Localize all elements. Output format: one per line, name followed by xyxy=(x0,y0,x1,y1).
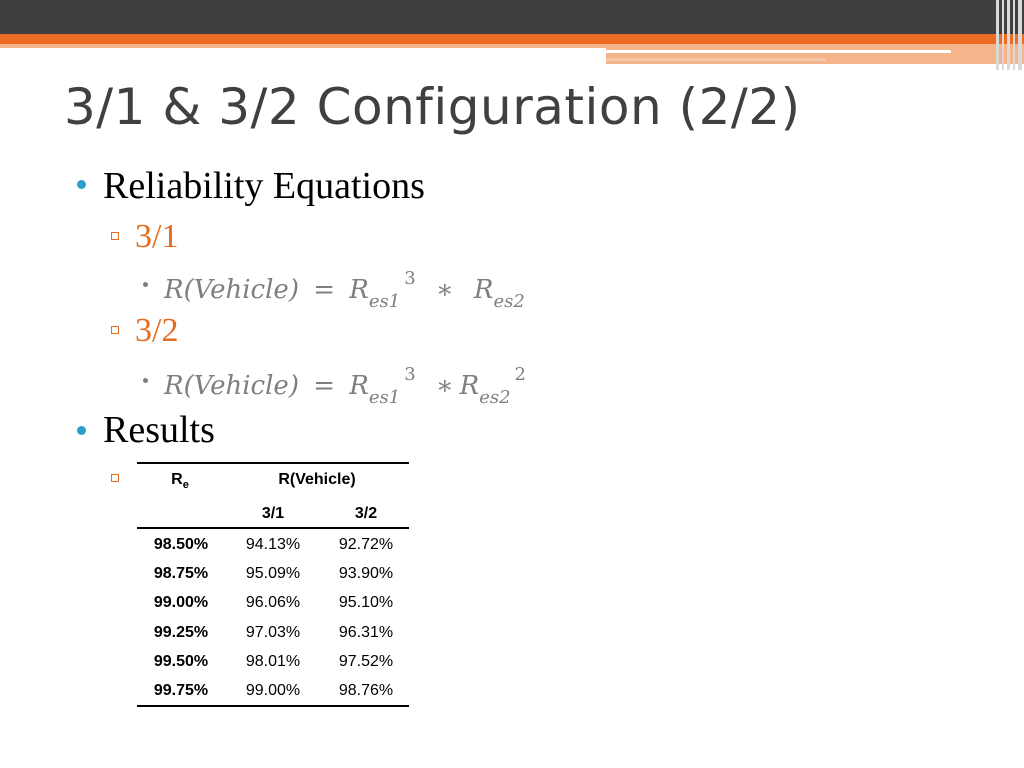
term-base: R xyxy=(349,371,369,401)
header-col-3-1: 3/1 xyxy=(261,505,285,522)
term-exponent: 3 xyxy=(404,364,416,385)
cell-3-2: 97.52% xyxy=(338,653,394,670)
sub-item-3-2: 3/2 xyxy=(135,312,179,349)
cell-3-1: 94.13% xyxy=(245,536,301,553)
bullet-dot xyxy=(77,426,86,435)
equation-lhs: R(Vehicle) xyxy=(164,371,299,401)
header-group: R(Vehicle) xyxy=(278,471,356,488)
accent-line xyxy=(606,50,951,53)
decorative-stripes xyxy=(994,0,1024,70)
cell-3-2: 98.76% xyxy=(338,682,394,699)
equation-3-2 xyxy=(164,364,526,408)
term-base: R xyxy=(473,275,494,305)
cell-3-1: 96.06% xyxy=(245,594,301,611)
accent-bar-right xyxy=(606,44,1024,64)
cell-3-2: 96.31% xyxy=(338,624,394,641)
header-re-sub: e xyxy=(182,479,189,492)
cell-3-2: 93.90% xyxy=(338,565,394,582)
header-rule xyxy=(137,527,409,529)
table-bottom-rule xyxy=(137,705,409,707)
bullet-results: Results xyxy=(103,409,215,451)
equation-bullet xyxy=(143,378,148,383)
cell-3-2: 92.72% xyxy=(338,536,394,553)
term-subscript: es2 xyxy=(493,291,525,312)
accent-bar xyxy=(0,34,1024,44)
cell-3-1: 99.00% xyxy=(245,682,301,699)
slide-title: 3/1 & 3/2 Configuration (2/2) xyxy=(64,78,801,136)
top-bar xyxy=(0,0,1024,34)
sub-bullet-square xyxy=(111,474,119,482)
equation-lhs: R(Vehicle) xyxy=(164,275,299,305)
header-col-3-2: 3/2 xyxy=(354,505,378,522)
term-subscript: es1 xyxy=(368,387,401,408)
accent-line-2 xyxy=(606,58,826,61)
cell-3-2: 95.10% xyxy=(338,594,394,611)
equals-sign: = xyxy=(313,275,336,305)
cell-3-1: 97.03% xyxy=(245,624,301,641)
sub-bullet-square xyxy=(111,232,119,240)
cell-re: 98.50% xyxy=(153,536,209,553)
header-re-main: R xyxy=(171,471,183,488)
multiply-operator: ∗ xyxy=(435,275,454,305)
table-top-rule xyxy=(137,462,409,464)
cell-re: 99.50% xyxy=(153,653,209,670)
multiply-operator: ∗ xyxy=(435,371,454,401)
term-base: R xyxy=(349,275,369,305)
equals-sign: = xyxy=(313,371,336,401)
term-subscript: es2 xyxy=(479,387,511,408)
cell-re: 98.75% xyxy=(153,565,209,582)
equation-bullet xyxy=(143,282,148,287)
bullet-reliability: Reliability Equations xyxy=(103,165,425,207)
sub-item-3-1: 3/1 xyxy=(135,218,179,255)
term-exponent: 2 xyxy=(514,364,526,385)
cell-re: 99.00% xyxy=(153,594,209,611)
cell-re: 99.25% xyxy=(153,624,209,641)
term-base: R xyxy=(459,371,480,401)
equation-3-1 xyxy=(164,268,525,312)
cell-3-1: 98.01% xyxy=(245,653,301,670)
cell-re: 99.75% xyxy=(153,682,209,699)
header-re xyxy=(167,471,193,491)
bullet-dot xyxy=(77,180,86,189)
sub-bullet-square xyxy=(111,326,119,334)
term-exponent: 3 xyxy=(404,268,416,289)
term-subscript: es1 xyxy=(368,291,401,312)
cell-3-1: 95.09% xyxy=(245,565,301,582)
